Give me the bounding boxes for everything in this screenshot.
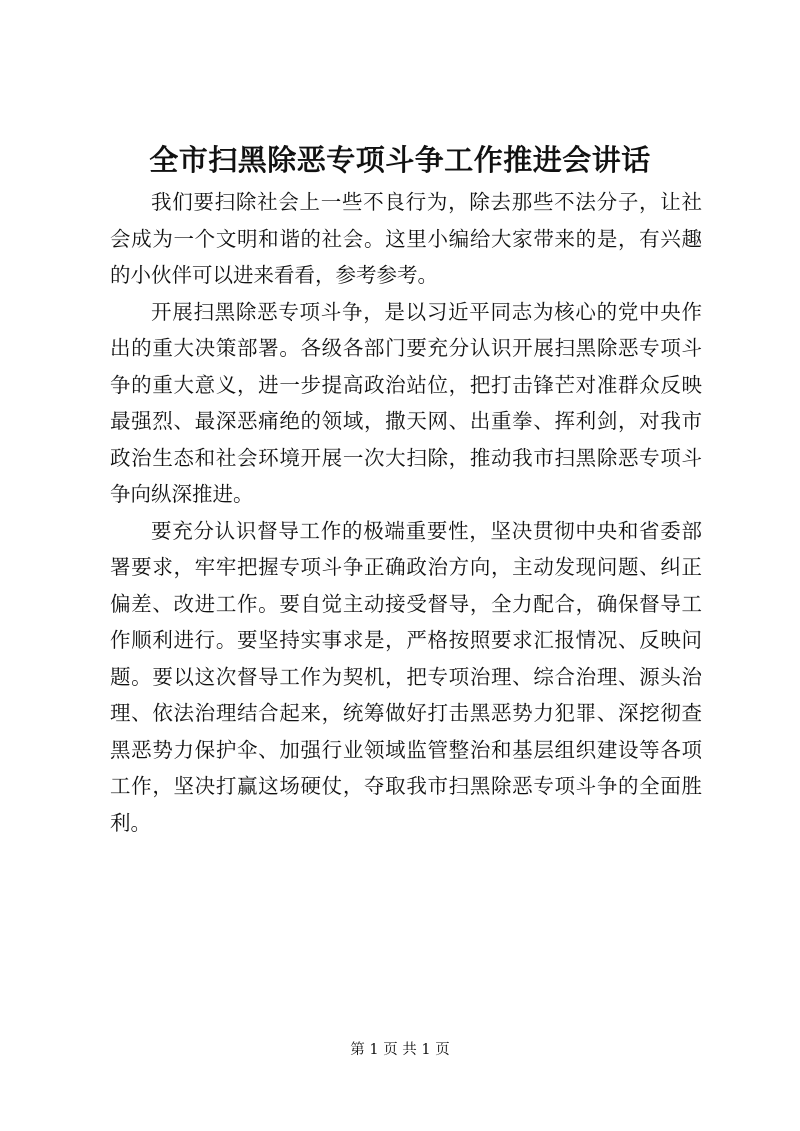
document-title: 全市扫黑除恶专项斗争工作推进会讲话 bbox=[149, 143, 651, 177]
paragraph-1: 我们要扫除社会上一些不良行为，除去那些不法分子，让社会成为一个文明和谐的社会。这里小编给大家带来的是，有兴趣的小伙伴可以进来看看，参考参考。 bbox=[110, 190, 702, 287]
paragraph-2: 开展扫黑除恶专项斗争，是以习近平同志为核心的党中央作出的重大决策部署。各级各部门要充分认识开展扫黑除恶专项斗争的重大意义，进一步提高政治站位，把打击锋芒对准群众反映最强烈、最深恶痛绝的领域，撒天网、出重拳、挥利剑，对我市政治生态和社会环境开展一次大扫除，推动我市扫黑除恶专项斗争向纵深推进。 bbox=[110, 299, 702, 506]
document-body bbox=[110, 184, 702, 841]
page-number-footer: 第 1 页 共 1 页 bbox=[350, 1042, 450, 1058]
paragraph-3: 要充分认识督导工作的极端重要性，坚决贯彻中央和省委部署要求，牢牢把握专项斗争正确政治方向，主动发现问题、纠正偏差、改进工作。要自觉主动接受督导，全力配合，确保督导工作顺利进行。要坚持实事求是，严格按照要求汇报情况、反映问题。要以这次督导工作为契机，把专项治理、综合治理、源头治理、依法治理结合起来，统筹做好打击黑恶势力犯罪、深挖彻查黑恶势力保护伞、加强行业领域监管整治和基层组织建设等各项工作，坚决打赢这场硬仗，夺取我市扫黑除恶专项斗争的全面胜利。 bbox=[110, 518, 702, 835]
